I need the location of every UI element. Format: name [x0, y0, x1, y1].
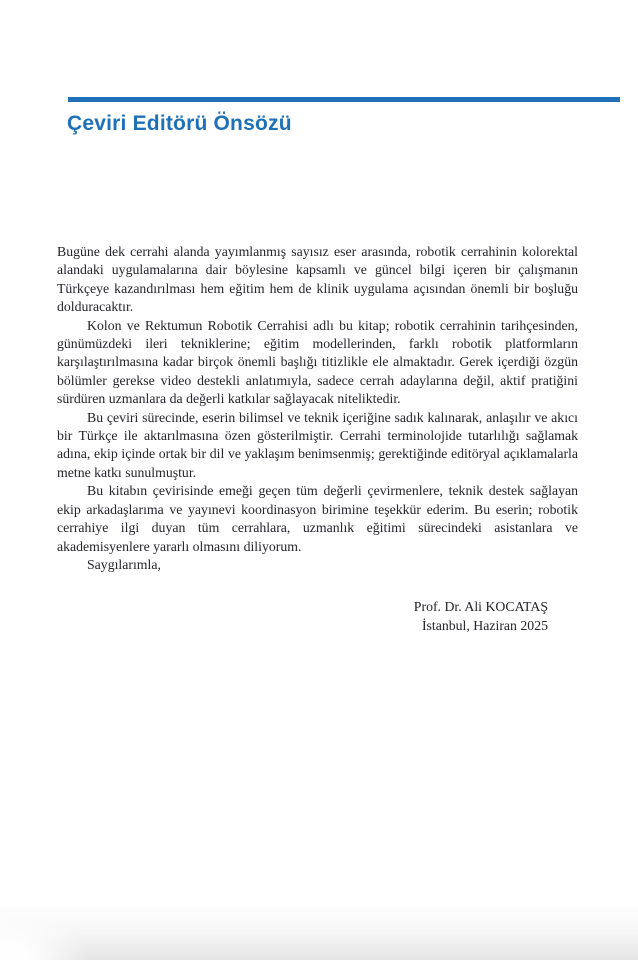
- paragraph: Bugüne dek cerrahi alanda yayımlanmış sayısız eser arasında, robotik cerrahinin kolorektal alandaki uygulamalarına dair böylesine kapsamlı ve güncel bilgi içeren bir çalışmanın Türkçeye kazandırılması hem eğitim hem de klinik uygulama açısından önemli bir boşluğu dolduracaktır.: [57, 244, 578, 315]
- preface-body: [57, 243, 578, 635]
- page-bottom-corner-light: [0, 890, 150, 960]
- paragraph: Bu kitabın çevirisinde emeği geçen tüm değerli çevirmenlere, teknik destek sağlayan ekip arkadaşlarıma ve yayınevi koordinasyon birimine teşekkür ederim. Bu eserin; robotik cerrahiye ilgi duyan tüm cerrahlara, uzmanlık eğitimi sürecindeki asistanlara ve akademisyenlere yararlı olmasını diliyorum.: [57, 483, 578, 554]
- page-title: Çeviri Editörü Önsözü: [67, 112, 292, 135]
- page-bottom-shadow: [0, 902, 638, 960]
- signature-name: Prof. Dr. Ali KOCATAŞ: [413, 599, 548, 615]
- paragraph: Bu çeviri sürecinde, eserin bilimsel ve teknik içeriğine sadık kalınarak, anlaşılır ve akıcı bir Türkçe ile aktarılmasına özen gösterilmiştir. Cerrahi terminolojide tutarlılığı sağlamak adına, ekip içinde ortak bir dil ve yaklaşım benimsenmiş; gerektiğinde editöryal açıklamalarla metne katkı sunulmuştur.: [57, 409, 578, 480]
- paragraph: Kolon ve Rektumun Robotik Cerrahisi adlı bu kitap; robotik cerrahinin tarihçesinden, günümüzdeki ileri tekniklerine; eğitim modellerinden, farklı robotik platformların karşılaştırılmasına kadar birçok önemli başlığı titizlikle ele almaktadır. Gerek içerdiği özgün bölümler gerekse video destekli anlatımıyla, sadece cerrah adaylarına değil, aktif pratiğini sürdüren uzmanlara da değerli katkılar sağlayacak niteliktedir.: [57, 317, 578, 407]
- closing-salutation: Saygılarımla,: [87, 556, 161, 572]
- signature-place-date: İstanbul, Haziran 2025: [421, 618, 548, 634]
- signature-block: [57, 597, 578, 635]
- heading-rule: [68, 97, 620, 102]
